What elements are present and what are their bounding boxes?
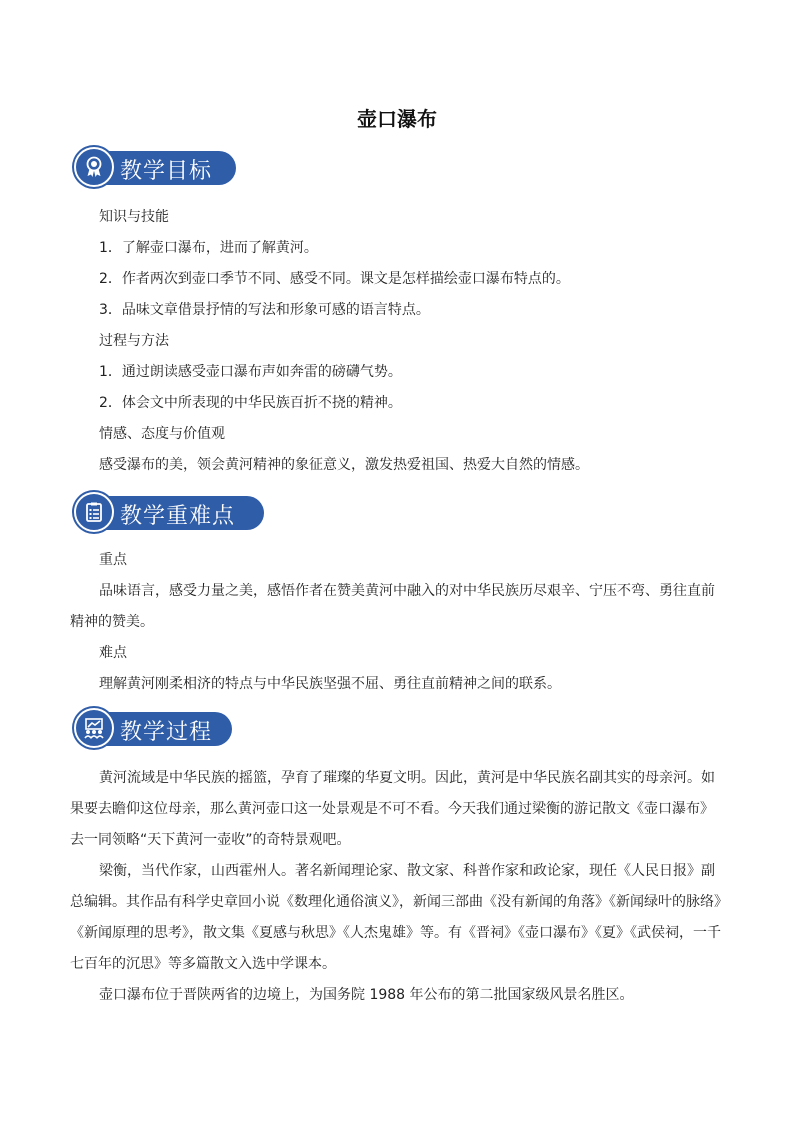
paragraph: 黄河流域是中华民族的摇篮，孕育了璀璨的华夏文明。因此，黄河是中华民族名副其实的母亲河。如果要去瞻仰这位母亲，那么黄河壶口这一处景观是不可不看。今天我们通过梁衡的游记散文《壶口瀑布》去一同领略“天下黄河一壶收”的奇特景观吧。 [70,770,715,848]
list-item: 2．体会文中所表现的中华民族百折不挠的精神。 [99,395,402,411]
list-item: 2．作者两次到壶口季节不同、感受不同。课文是怎样描绘壶口瀑布特点的。 [99,271,570,287]
section-heading: 教学目标 [120,159,213,184]
team-chart-icon [74,708,114,748]
paragraph: 梁衡，当代作家，山西霍州人。著名新闻理论家、散文家、科普作家和政论家，现任《人民日报》副总编辑。其作品有科学史章回小说《数理化通俗演义》，新闻三部曲《没有新闻的角落》《新闻绿叶的脉络》《新闻原理的思考》，散文集《夏感与秋思》《人杰鬼雄》等。有《晋祠》《壶口瀑布》《夏》《武侯祠，一千七百年的沉思》等多篇散文入选中学课本。 [70,863,721,972]
page-title: 壶口瀑布 [357,107,437,131]
checklist-icon [74,492,114,532]
award-ribbon-icon [74,147,114,187]
subheading-key: 重点 [99,552,127,568]
list-item: 1．通过朗读感受壶口瀑布声如奔雷的磅礴气势。 [99,364,402,380]
body-text: 理解黄河刚柔相济的特点与中华民族坚强不屈、勇往直前精神之间的联系。 [99,676,561,692]
body-text: 感受瀑布的美，领会黄河精神的象征意义，激发热爱祖国、热爱大自然的情感。 [99,457,589,473]
section-heading: 教学重难点 [120,504,236,529]
section-banner-keypoints [74,493,264,533]
subheading-attitude: 情感、态度与价值观 [99,426,225,442]
section-banner-goals [74,148,236,188]
body-text: 品味语言，感受力量之美，感悟作者在赞美黄河中融入的对中华民族历尽艰辛、宁压不弯、勇往直前精神的赞美。 [70,583,715,630]
list-item: 1．了解壶口瀑布，进而了解黄河。 [99,240,318,256]
subheading-knowledge: 知识与技能 [99,209,169,225]
list-item: 3．品味文章借景抒情的写法和形象可感的语言特点。 [99,302,430,318]
subheading-process: 过程与方法 [99,333,169,349]
section-heading: 教学过程 [120,720,213,745]
section-banner-process [74,709,232,749]
paragraph: 壶口瀑布位于晋陕两省的边境上，为国务院 1988 年公布的第二批国家级风景名胜区。 [99,987,634,1003]
subheading-difficult: 难点 [99,645,127,661]
